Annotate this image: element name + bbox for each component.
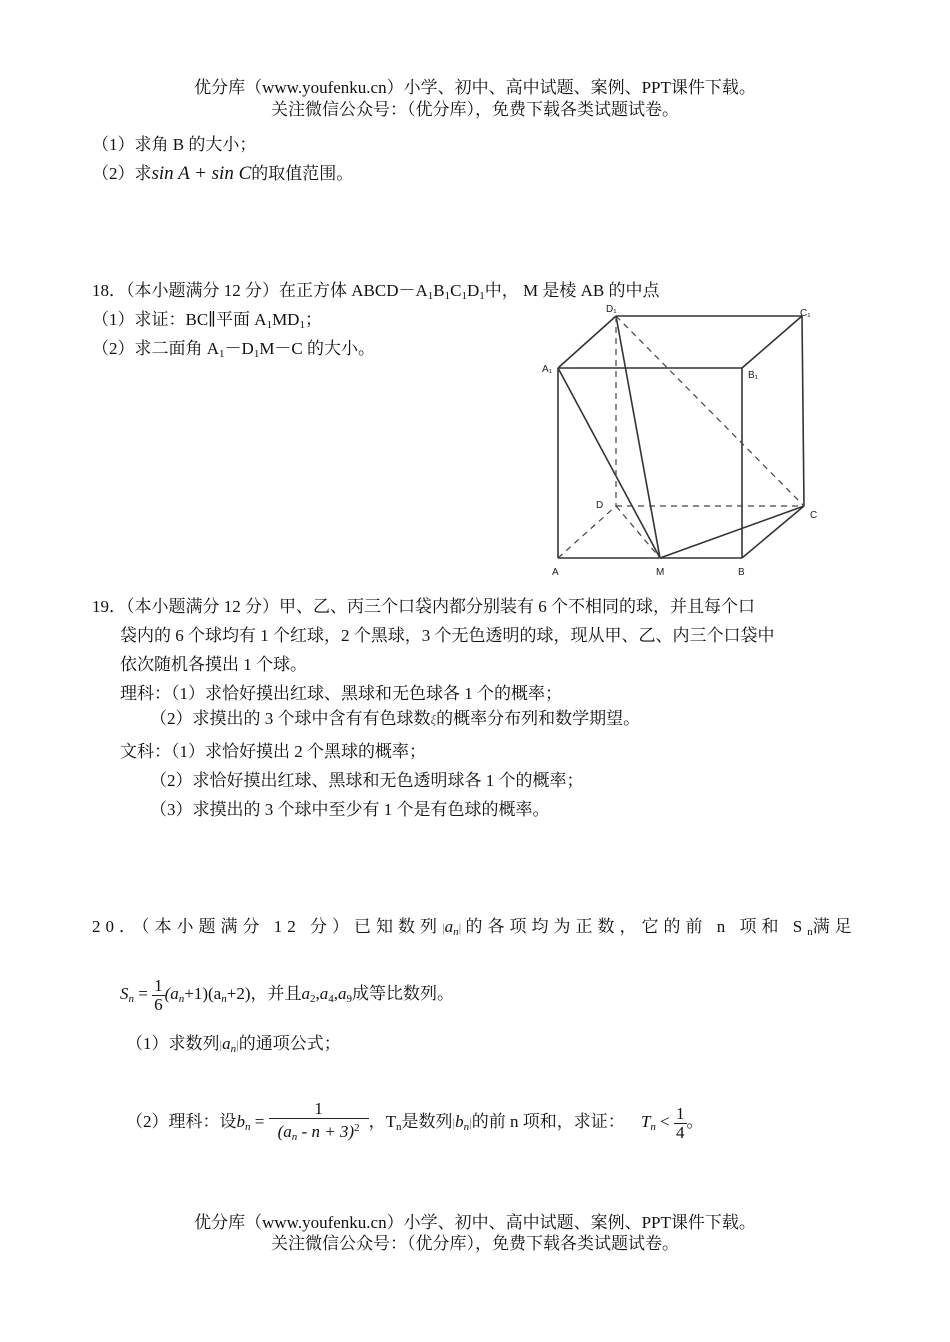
- footer-line-1: 优分库（www.youfenku.cn）小学、初中、高中试题、案例、PPT课件下载。: [194, 1213, 756, 1232]
- q19-li-1: 理科：（1）求恰好摸出红球、黑球和无色球各 1 个的概率；: [120, 684, 562, 703]
- q18-stem: 18．（本小题满分 12 分）在正方体 $ABCD-A_1B_1C_1D_1$中， M 是棱 AB 的中点: [92, 281, 660, 302]
- q19-wen-1: 文科：（1）求恰好摸出 2 个黑球的概率；: [120, 742, 426, 761]
- q18-part1: （1）求证：BC∥平面 $A_1MD_1$；: [92, 310, 322, 331]
- footer-line-2: 关注微信公众号：（优分库），免费下载各类试题试卷。: [271, 1234, 679, 1253]
- label-M: M: [656, 567, 665, 578]
- q19-line2: 袋内的 6 个球均有 1 个红球，2 个黑球，3 个无色透明的球，现从甲、乙、内三个口袋中: [120, 626, 775, 645]
- label-C1: C₁: [800, 308, 811, 319]
- q19-wen-2: （2）求恰好摸出红球、黑球和无色透明球各 1 个的概率；: [150, 771, 584, 790]
- label-D: D: [596, 500, 604, 511]
- label-A: A: [552, 567, 559, 578]
- q19-wen-3: （3）求摸出的 3 个球中至少有 1 个是有色球的概率。: [150, 800, 550, 819]
- label-A1: A₁: [542, 364, 553, 375]
- q17-part2: （2）求sin A + sin C的取值范围。: [92, 163, 354, 184]
- q20-part2: （2）理科：设$b_n$ = $\frac{1}{(a_n - n + 3)^2}$ ，$T_n$是数列$|b_n|$的前 n 项和，求证： $T_n$ < $\frac{1}{4}$ 。: [126, 1099, 704, 1144]
- cube-figure: [530, 298, 830, 583]
- q18-part2: （2）求二面角 $A_1-D_1M-C$ 的大小。: [92, 339, 376, 360]
- q19-line3: 依次随机各摸出 1 个球。: [120, 655, 307, 674]
- q20-part1: （1）求数列$|a_n|$的通项公式；: [126, 1034, 341, 1055]
- label-D1: D₁: [606, 304, 617, 315]
- header-line-2: 关注微信公众号：（优分库），免费下载各类试题试卷。: [271, 100, 679, 119]
- q19-line1: 19．（本小题满分 12 分）甲、乙、丙三个口袋内都分别装有 6 个不相同的球，并且每个口: [92, 597, 755, 616]
- label-B: B: [738, 567, 745, 578]
- label-B1: B₁: [748, 370, 759, 381]
- label-C: C: [810, 510, 818, 521]
- header-line-1: 优分库（www.youfenku.cn）小学、初中、高中试题、案例、PPT课件下载。: [194, 78, 756, 97]
- q19-li-2: （2）求摸出的 3 个球中含有有色球数ξ的概率分布列和数学期望。: [150, 709, 641, 728]
- q20-line1: 20．（本小题满分 12 分）已知数列$|a_n|$ 的各项均为正数，它的前 n 项和 $S_n$满足: [92, 917, 857, 938]
- q20-formula: $S_n$ = $\frac{1}{6}$ $(a_n+1)(a_n+2)$，并且$a_2,a_4,a_9$成等比数列。: [120, 975, 454, 1014]
- q17-part1: （1）求角 B 的大小；: [92, 135, 257, 154]
